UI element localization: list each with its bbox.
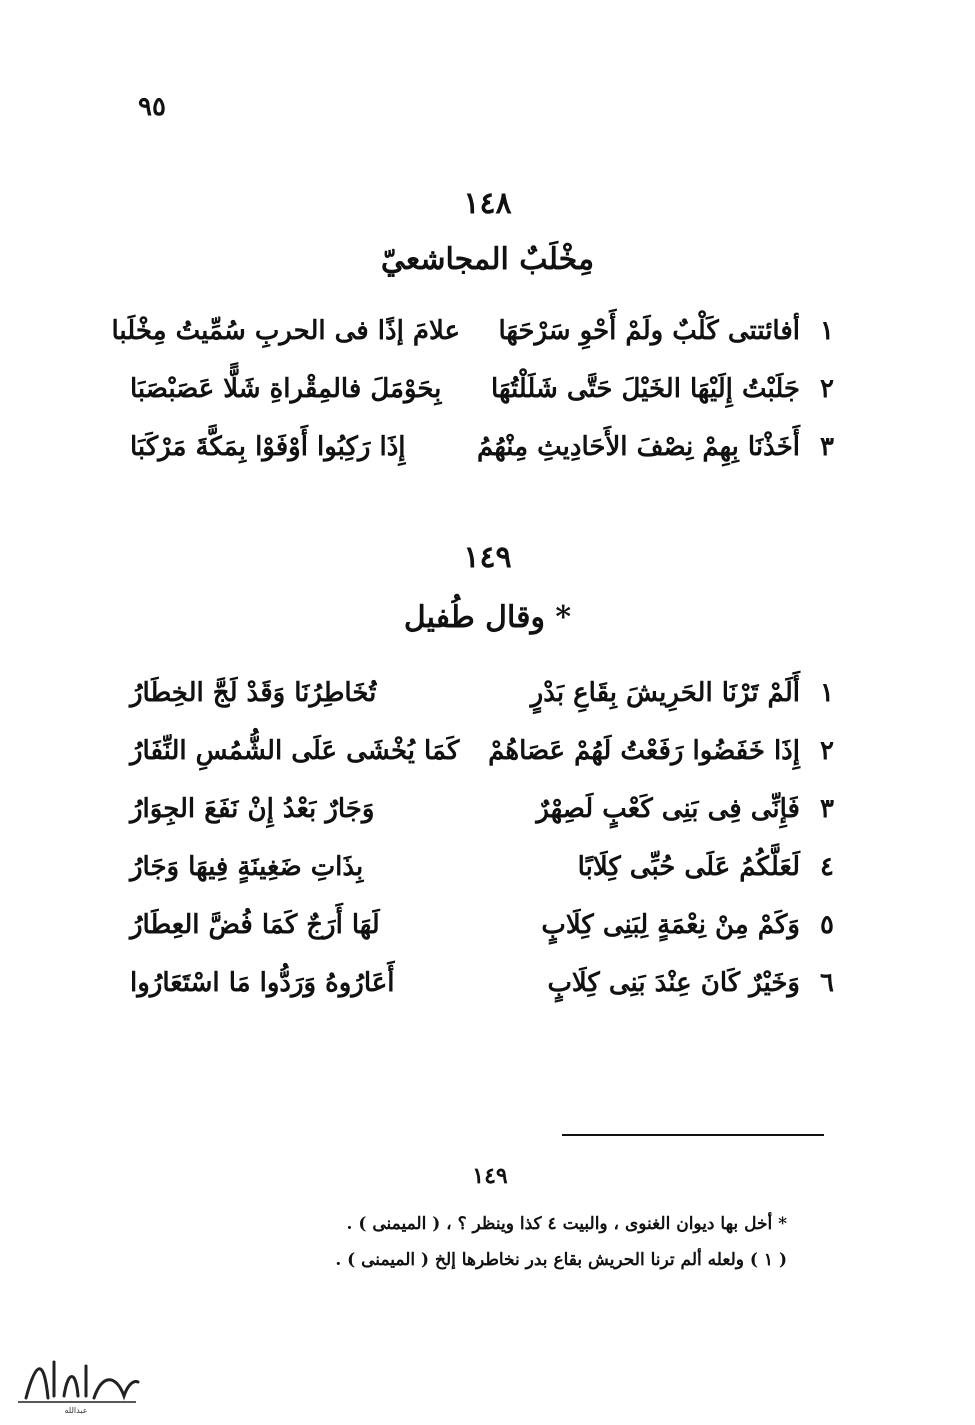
first-hemistich: أفائتتى كَلْبٌ ولَمْ أَحْوِ سَرْحَهَا (498, 316, 800, 346)
verse (130, 672, 840, 722)
first-hemistich: وَكَمْ مِنْ نِعْمَةٍ لِبَنِى كِلَابٍ (541, 910, 800, 940)
verse-number: ٢ (820, 736, 834, 766)
first-hemistich: أَلَمْ تَرْنَا الحَرِيشَ بِقَاعِ بَدْرٍ (530, 678, 800, 708)
poem-title: وقال طُفيل * (403, 600, 572, 635)
second-hemistich: تُخَاطِرُنَا وَقَدْ لَجَّ الخِطَارُ (130, 678, 377, 708)
poem-title: مِخْلَبٌ المجاشعيّ (380, 242, 595, 277)
second-hemistich: بِحَوْمَلَ فالمِقْراةِ شَلًّا عَصَبْصَبَا (130, 374, 442, 404)
verse-number: ٤ (820, 852, 834, 882)
footnote-line: ( ١ ) ولعله ألم ترنا الحريش بقاع بدر نخاطرها إلخ ( الميمنى ) . (335, 1250, 787, 1270)
verse-number: ١ (820, 678, 834, 708)
verse (130, 904, 840, 954)
footnote-poem-number: ١٤٩ (472, 1163, 508, 1189)
poem-number: ١٤٨ (463, 186, 512, 221)
verse-number: ٢ (820, 374, 834, 404)
second-hemistich: علامَ إذًا فى الحربِ سُمِّيتُ مِخْلَبا (111, 316, 460, 346)
footnote-line: * أخل بها ديوان الغنوى ، والبيت ٤ كذا وينظر ؟ ، ( الميمنى ) . (346, 1214, 787, 1234)
verse (130, 730, 840, 780)
verse-number: ٣ (820, 794, 834, 824)
verse (130, 426, 840, 476)
verse-number: ٣ (820, 432, 834, 462)
first-hemistich: إِذَا خَفَضُوا رَفَعْتُ لَهُمْ عَصَاهُمْ (488, 736, 800, 766)
first-hemistich: جَلَبْتُ إِلَيْهَا الخَيْلَ حَتَّى شَلَلْتُهَا (491, 374, 800, 404)
footnote-rule (562, 1134, 824, 1136)
second-hemistich: كَمَا يُخْشَى عَلَى الشُّمُسِ النِّفَارُ (130, 736, 460, 766)
verse (111, 310, 840, 360)
logo-subtext: عبدالله (64, 1406, 88, 1415)
poem-number: ١٤٩ (463, 540, 512, 575)
second-hemistich: إِذَا رَكِبُوا أَوْفَوْا بِمَكَّةَ مَرْكَبَا (130, 432, 406, 462)
verse-number: ١ (820, 316, 834, 346)
first-hemistich: وَخَيْرٌ كَانَ عِنْدَ بَنِى كِلَابٍ (547, 968, 800, 998)
first-hemistich: فَإِنِّى فِى بَنِى كَعْبٍ لَصِهْرٌ (536, 794, 800, 824)
second-hemistich: وَجَارٌ بَعْدُ إِنْ نَفَعَ الجِوَارُ (130, 794, 375, 824)
verse (130, 368, 840, 418)
first-hemistich: أَخَذْنَا بِهِمْ نِصْفَ الأَحَادِيثِ مِنْهُمُ (477, 432, 800, 462)
verse-number: ٥ (820, 910, 834, 940)
second-hemistich: لَهَا أَرَجٌ كَمَا فُضَّ العِطَارُ (130, 910, 380, 940)
verse (130, 846, 840, 896)
first-hemistich: لَعَلَّكُمُ عَلَى حُبِّى كِلَابًا (577, 852, 800, 882)
page-number: ٩٥ (138, 92, 166, 122)
second-hemistich: بِذَاتِ ضَغِينَةٍ فِيهَا وَجَارُ (130, 852, 364, 882)
verse (130, 788, 840, 838)
second-hemistich: أَعَارُوهُ وَرَدُّوا مَا اسْتَعَارُوا (130, 968, 395, 998)
calligraphy-logo (6, 1340, 146, 1416)
verse (130, 962, 840, 1012)
verse-number: ٦ (820, 968, 834, 998)
